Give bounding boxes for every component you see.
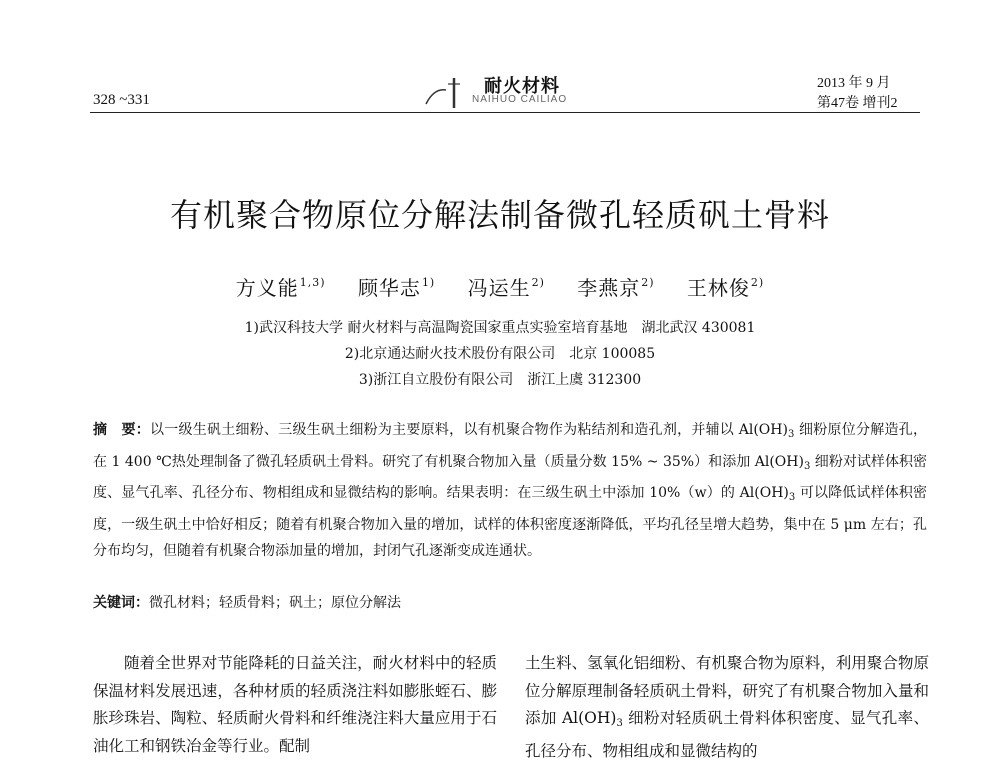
journal-logo [424, 70, 584, 110]
paper-title: 有机聚合物原位分解法制备微孔轻质矾土骨料 [169, 196, 830, 234]
author: 李燕京$^{2)}$ [577, 276, 655, 300]
author-list [0, 272, 1000, 301]
header-rule [90, 112, 920, 113]
keywords-text: 微孔材料；轻质骨料；矾土；原位分解法 [149, 595, 401, 611]
abstract: 摘 要：以一级生矾土细粉、三级生矾土细粉为主要原料，以有机聚合物作为粘结剂和造孔剂，并辅以 $Al(OH)_3$ 细粉原位分解造孔，在 1 400 ℃热处理制备了微孔轻质矾土骨料。研究了有机聚合物加入量（质量分数 15% ~ 35%）和添加 $Al(OH)_3$ 细粉对试样体积密度、显气孔率、孔径分布、物相组成和显微结构的影响。结果表明：在三级生矾土中添加 10%（w）的 $Al(OH)_3$ 可以降低试样体积密度，一级生矾土中恰好相反；随着有机聚合物加入量的增加，试样的体积密度逐渐降低，平均孔径呈增大趋势，集中在 5 μm 左右；孔分布均匀，但随着有机聚合物添加量的增加，封闭气孔逐渐变成连通状。 [93, 422, 928, 560]
journal-logo-icon [424, 74, 466, 110]
journal-name-en: NAIHUO CAILIAO [472, 94, 568, 105]
author: 冯运生$^{2)}$ [467, 276, 545, 300]
author: 方义能$^{1,3)}$ [235, 276, 326, 300]
body-column-right: 土生料、氢氧化铝细粉、有机聚合物为原料，利用聚合物原位分解原理制备轻质矾土骨料，研究了有机聚合物加入量和添加 $Al(OH)_3$ 细粉对轻质矾土骨料体积密度、显气孔率、孔径分布、物相组成和显微结构的 [525, 654, 929, 760]
keywords [93, 592, 401, 612]
author: 王林俊$^{2)}$ [686, 276, 765, 300]
body-column-left: 随着全世界对节能降耗的日益关注，耐火材料中的轻质保温材料发展迅速，各种材质的轻质浇注料如膨胀蛭石、膨胀珍珠岩、陶粒、轻质耐火骨料和纤维浇注料大量应用于石油化工和钢铁冶金等行业。配制 [93, 654, 497, 755]
journal-name-cn: 耐火材料 [484, 76, 560, 97]
affiliation-1: 1)武汉科技大学 耐火材料与高温陶瓷国家重点实验室培育基地 湖北武汉 430081 [244, 320, 756, 336]
issue-volume: 第47卷 增刊2 [817, 96, 898, 111]
affiliation-3: 3)浙江自立股份有限公司 浙江上虞 312300 [358, 372, 642, 388]
issue-date: 2013 年 9 月 [817, 76, 891, 91]
abstract-label: 摘 要： [93, 422, 150, 438]
page-range: 328 ~331 [93, 92, 150, 108]
affiliation-2: 2)北京通达耐火技术股份有限公司 北京 100085 [344, 346, 656, 362]
author: 顾华志$^{1)}$ [357, 276, 436, 300]
keywords-label: 关键词： [93, 595, 149, 611]
